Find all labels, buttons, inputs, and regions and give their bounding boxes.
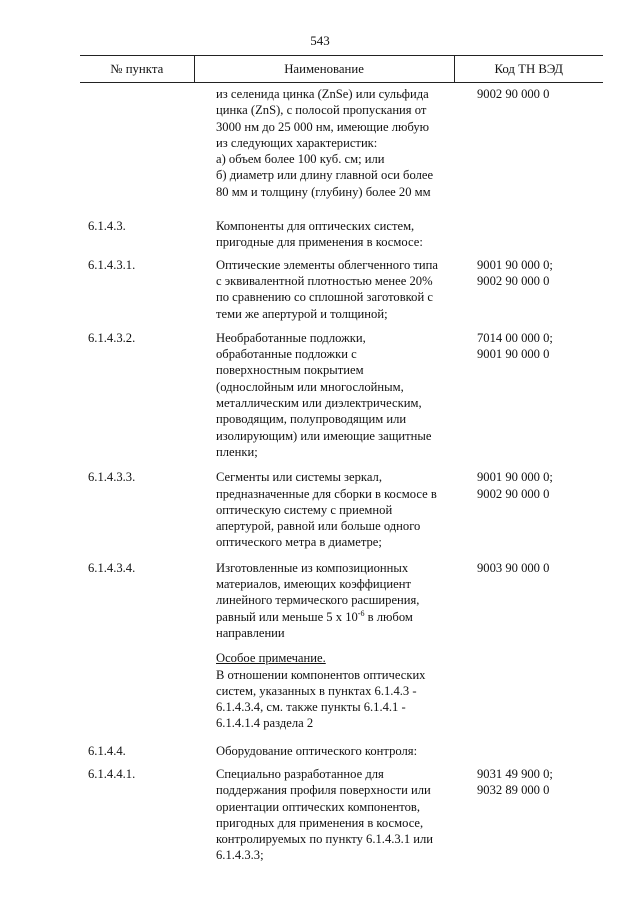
header-number: № пункта bbox=[110, 61, 164, 76]
table-header bbox=[80, 55, 603, 83]
table-row bbox=[80, 469, 603, 550]
item-number: 6.1.4.3. bbox=[88, 219, 126, 234]
item-name: Специально разработанное для поддержания профиля поверхности или ориентации оптических компонентов, пригодных для применения в космосе, контролируемых по пункту 6.1.4.3.1 или 6.1.4.3.3; bbox=[216, 766, 434, 863]
table-row bbox=[80, 257, 603, 322]
classification-table bbox=[80, 55, 603, 864]
header-name: Наименование bbox=[194, 56, 455, 82]
item-code: 7014 00 000 0; 9001 90 000 0 bbox=[477, 330, 553, 362]
table-row bbox=[80, 743, 603, 759]
header-code: Код ТН ВЭД bbox=[494, 61, 564, 76]
item-number: 6.1.4.3.2. bbox=[88, 330, 136, 345]
item-number: 6.1.4.4.1. bbox=[88, 766, 136, 781]
table-row bbox=[80, 86, 603, 200]
special-note-title: Особое примечание. bbox=[216, 651, 326, 666]
item-number: 6.1.4.3.4. bbox=[88, 560, 136, 575]
item-code: 9031 49 900 0; 9032 89 000 0 bbox=[477, 766, 553, 798]
item-name: Сегменты или системы зеркал, предназначенные для сборки в космосе в оптическую систему с приемной апертурой, равной или больше одного оптического метра в диаметре; bbox=[216, 470, 437, 550]
table-row bbox=[80, 766, 603, 864]
special-note: Особое примечание. В отношении компонентов оптических систем, указанных в пунктах 6.1.4.3 - 6.1.4.3.4, см. также пункты 6.1.4.1 - 6.1.4.1.4 раздела 2 bbox=[80, 650, 603, 731]
item-name: Компоненты для оптических систем, пригодные для применения в космосе: bbox=[216, 219, 423, 250]
exponent: -6 bbox=[357, 608, 365, 618]
table-row bbox=[80, 330, 603, 460]
item-number: 6.1.4.3.3. bbox=[88, 470, 136, 485]
item-number bbox=[80, 86, 213, 200]
item-code bbox=[466, 218, 603, 251]
table-row bbox=[80, 218, 603, 251]
item-code bbox=[466, 743, 603, 759]
item-code: 9001 90 000 0; 9002 90 000 0 bbox=[477, 257, 553, 288]
item-code: 9003 90 000 0 bbox=[477, 560, 550, 575]
item-number: 6.1.4.3.1. bbox=[88, 257, 136, 272]
item-code: 9002 90 000 0 bbox=[477, 87, 550, 101]
item-name: Оптические элементы облегченного типа с эквивалентной плотностью менее 20% по сравнению со сплошной заготовкой с теми же апертурой и толщиной; bbox=[216, 257, 438, 321]
expansion-coefficient-line: равный или меньше 5 х $10^{-6}$ в любом bbox=[216, 608, 413, 624]
item-code: 9001 90 000 0; 9002 90 000 0 bbox=[477, 470, 553, 501]
item-number: 6.1.4.4. bbox=[88, 743, 126, 758]
table-row bbox=[80, 560, 603, 641]
item-name: Изготовленные из композиционных материалов, имеющих коэффициент линейного термического расширения, равный или меньше 5 х $10^{-6}$ в любом направлении bbox=[213, 560, 466, 641]
item-name: из селенида цинка (ZnSe) или сульфида цинка (ZnS), с полосой пропускания от 3000 нм до 25 000 нм, имеющие любую из следующих характеристик: а) объем более 100 куб. см; или б) диаметр или длину главной оси более 80 мм и толщину (глубину) более 20 мм bbox=[216, 87, 434, 199]
item-name: Оборудование оптического контроля: bbox=[216, 743, 418, 758]
page-number: 543 bbox=[310, 33, 330, 48]
item-name: Необработанные подложки, обработанные подложки с поверхностным покрытием (однослойным или многослойным, металлическим или диэлектрическим, проводящим, полупроводящим или изолирующим) или имеющие защитные пленки; bbox=[216, 330, 432, 459]
